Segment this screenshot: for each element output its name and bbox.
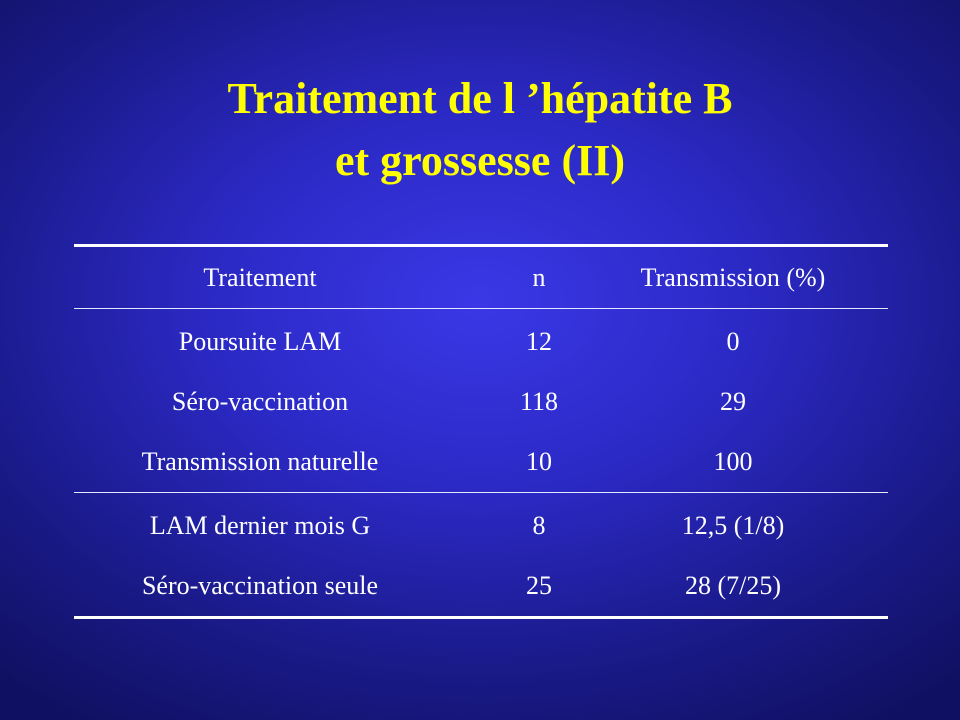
cell-traitement: Séro-vaccination seule xyxy=(141,571,379,600)
title-line-2: et grossesse (II) xyxy=(334,136,626,185)
table-header-row xyxy=(74,248,888,308)
table-row xyxy=(74,432,888,492)
slide-title xyxy=(0,68,960,192)
cell-traitement: LAM dernier mois G xyxy=(149,511,371,540)
group-separator-rule xyxy=(74,492,888,493)
title-line-1: Traitement de l ’hépatite B xyxy=(227,74,733,123)
table-row xyxy=(74,556,888,616)
cell-transmission: 28 (7/25) xyxy=(684,571,782,600)
table-row xyxy=(74,372,888,432)
cell-traitement: Séro-vaccination xyxy=(171,387,349,416)
cell-n: 25 xyxy=(526,571,552,600)
header-n: n xyxy=(532,263,546,292)
cell-transmission: 12,5 (1/8) xyxy=(681,511,785,540)
cell-transmission: 29 xyxy=(720,387,746,416)
cell-n: 118 xyxy=(519,387,559,416)
cell-transmission: 0 xyxy=(726,327,740,356)
table-row xyxy=(74,496,888,556)
cell-traitement: Transmission naturelle xyxy=(141,447,379,476)
table-top-rule xyxy=(74,244,888,247)
cell-n: 8 xyxy=(532,511,546,540)
table-row xyxy=(74,312,888,372)
cell-traitement: Poursuite LAM xyxy=(178,327,342,356)
header-separator-rule xyxy=(74,308,888,309)
cell-n: 10 xyxy=(526,447,552,476)
header-traitement: Traitement xyxy=(203,263,317,292)
cell-transmission: 100 xyxy=(713,447,753,476)
cell-n: 12 xyxy=(526,327,552,356)
header-transmission: Transmission (%) xyxy=(640,263,826,292)
table-bottom-rule xyxy=(74,616,888,619)
